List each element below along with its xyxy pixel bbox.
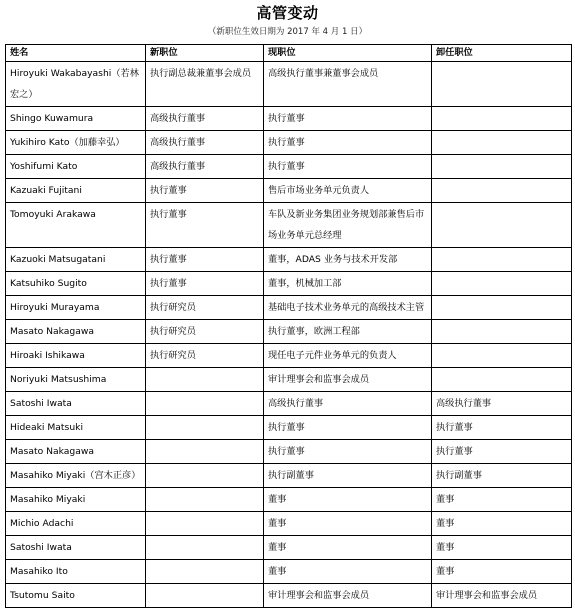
cell-current-position: 售后市场业务单元负责人: [264, 179, 432, 203]
page-title: 高管变动: [256, 4, 319, 22]
cell-current-position: 审计理事会和监事会成员: [264, 368, 432, 392]
cell-new-position: 执行董事: [146, 248, 264, 272]
cell-former-position: [432, 344, 572, 368]
cell-former-position: [432, 272, 572, 296]
cell-new-position: [146, 392, 264, 416]
cell-current-position: 董事: [264, 512, 432, 536]
cell-former-position: [432, 107, 572, 131]
cell-former-position: 执行副董事: [432, 464, 572, 488]
cell-name: Yukihiro Kato（加藤幸弘）: [6, 131, 146, 155]
cell-current-position: 董事: [264, 488, 432, 512]
cell-former-position: 董事: [432, 560, 572, 584]
table-row: [6, 272, 572, 296]
cell-new-position: [146, 560, 264, 584]
table-row: [6, 107, 572, 131]
table-row: [6, 368, 572, 392]
cell-new-position: 执行董事: [146, 179, 264, 203]
cell-former-position: 审计理事会和监事会成员: [432, 584, 572, 608]
cell-current-position: 执行董事，欧洲工程部: [264, 320, 432, 344]
cell-name: Satoshi Iwata: [6, 536, 146, 560]
header-name: 姓名: [6, 45, 146, 62]
cell-new-position: 高级执行董事: [146, 107, 264, 131]
cell-new-position: [146, 368, 264, 392]
cell-former-position: [432, 248, 572, 272]
cell-new-position: [146, 536, 264, 560]
cell-former-position: [432, 155, 572, 179]
table-row: [6, 248, 572, 272]
cell-former-position: [432, 131, 572, 155]
cell-former-position: 执行董事: [432, 416, 572, 440]
cell-current-position: 车队及新业务集团业务规划部兼售后市场业务单元总经理: [264, 203, 432, 248]
cell-current-position: 高级执行董事兼董事会成员: [264, 62, 432, 107]
cell-current-position: 董事: [264, 560, 432, 584]
table-row: [6, 296, 572, 320]
cell-current-position: 执行董事: [264, 440, 432, 464]
cell-name: Shingo Kuwamura: [6, 107, 146, 131]
cell-name: Hiroaki Ishikawa: [6, 344, 146, 368]
cell-new-position: [146, 416, 264, 440]
header-new-position: 新职位: [146, 45, 264, 62]
table-row: [6, 62, 572, 107]
cell-former-position: [432, 203, 572, 248]
cell-name: Masato Nakagawa: [6, 440, 146, 464]
table-row: [6, 512, 572, 536]
table-row: [6, 560, 572, 584]
table-row: [6, 416, 572, 440]
table-row: [6, 179, 572, 203]
cell-name: Masahiko Miyaki（宫木正彦）: [6, 464, 146, 488]
cell-new-position: [146, 584, 264, 608]
header-former-position: 卸任职位: [432, 45, 572, 62]
cell-current-position: 审计理事会和监事会成员: [264, 584, 432, 608]
table-row: [6, 488, 572, 512]
cell-current-position: 执行董事: [264, 416, 432, 440]
cell-current-position: 执行董事: [264, 107, 432, 131]
cell-current-position: 高级执行董事: [264, 392, 432, 416]
cell-name: Masahiko Ito: [6, 560, 146, 584]
cell-new-position: [146, 488, 264, 512]
cell-new-position: [146, 440, 264, 464]
cell-current-position: 执行副董事: [264, 464, 432, 488]
cell-name: Satoshi Iwata: [6, 392, 146, 416]
table-body: [6, 62, 572, 608]
cell-new-position: 执行研究员: [146, 344, 264, 368]
cell-former-position: [432, 62, 572, 107]
cell-former-position: [432, 296, 572, 320]
table-header-row: [6, 45, 572, 62]
cell-name: Katsuhiko Sugito: [6, 272, 146, 296]
header-current-position: 现职位: [264, 45, 432, 62]
cell-name: Kazuaki Fujitani: [6, 179, 146, 203]
cell-current-position: 基础电子技术业务单元的高级技术主管: [264, 296, 432, 320]
cell-former-position: 高级执行董事: [432, 392, 572, 416]
table-row: [6, 464, 572, 488]
cell-name: Tsutomu Saito: [6, 584, 146, 608]
cell-name: Hiroyuki Murayama: [6, 296, 146, 320]
cell-new-position: 执行研究员: [146, 296, 264, 320]
cell-former-position: 执行董事: [432, 440, 572, 464]
cell-name: Masahiko Miyaki: [6, 488, 146, 512]
table-row: [6, 320, 572, 344]
cell-former-position: 董事: [432, 488, 572, 512]
cell-current-position: 董事，机械加工部: [264, 272, 432, 296]
table-row: [6, 536, 572, 560]
cell-name: Yoshifumi Kato: [6, 155, 146, 179]
cell-current-position: 董事，ADAS 业务与技术开发部: [264, 248, 432, 272]
cell-former-position: 董事: [432, 512, 572, 536]
cell-new-position: 高级执行董事: [146, 131, 264, 155]
cell-current-position: 董事: [264, 536, 432, 560]
cell-new-position: 执行研究员: [146, 320, 264, 344]
executive-changes-table: [5, 44, 572, 608]
cell-former-position: [432, 320, 572, 344]
cell-current-position: 执行董事: [264, 131, 432, 155]
cell-new-position: 执行董事: [146, 272, 264, 296]
cell-name: Michio Adachi: [6, 512, 146, 536]
cell-new-position: 高级执行董事: [146, 155, 264, 179]
cell-former-position: 董事: [432, 536, 572, 560]
table-row: [6, 392, 572, 416]
table-row: [6, 440, 572, 464]
table-row: [6, 131, 572, 155]
cell-new-position: [146, 512, 264, 536]
table-row: [6, 203, 572, 248]
table-row: [6, 155, 572, 179]
cell-name: Kazuoki Matsugatani: [6, 248, 146, 272]
cell-name: Tomoyuki Arakawa: [6, 203, 146, 248]
cell-former-position: [432, 179, 572, 203]
cell-name: Hideaki Matsuki: [6, 416, 146, 440]
cell-former-position: [432, 368, 572, 392]
cell-new-position: 执行副总裁兼董事会成员: [146, 62, 264, 107]
cell-current-position: 执行董事: [264, 155, 432, 179]
page-subtitle: （新职位生效日期为 2017 年 4 月 1 日）: [207, 27, 368, 37]
cell-new-position: [146, 464, 264, 488]
cell-new-position: 执行董事: [146, 203, 264, 248]
table-row: [6, 584, 572, 608]
table-row: [6, 344, 572, 368]
cell-name: Hiroyuki Wakabayashi（若林宏之）: [6, 62, 146, 107]
cell-current-position: 现任电子元件业务单元的负责人: [264, 344, 432, 368]
cell-name: Masato Nakagawa: [6, 320, 146, 344]
cell-name: Noriyuki Matsushima: [6, 368, 146, 392]
